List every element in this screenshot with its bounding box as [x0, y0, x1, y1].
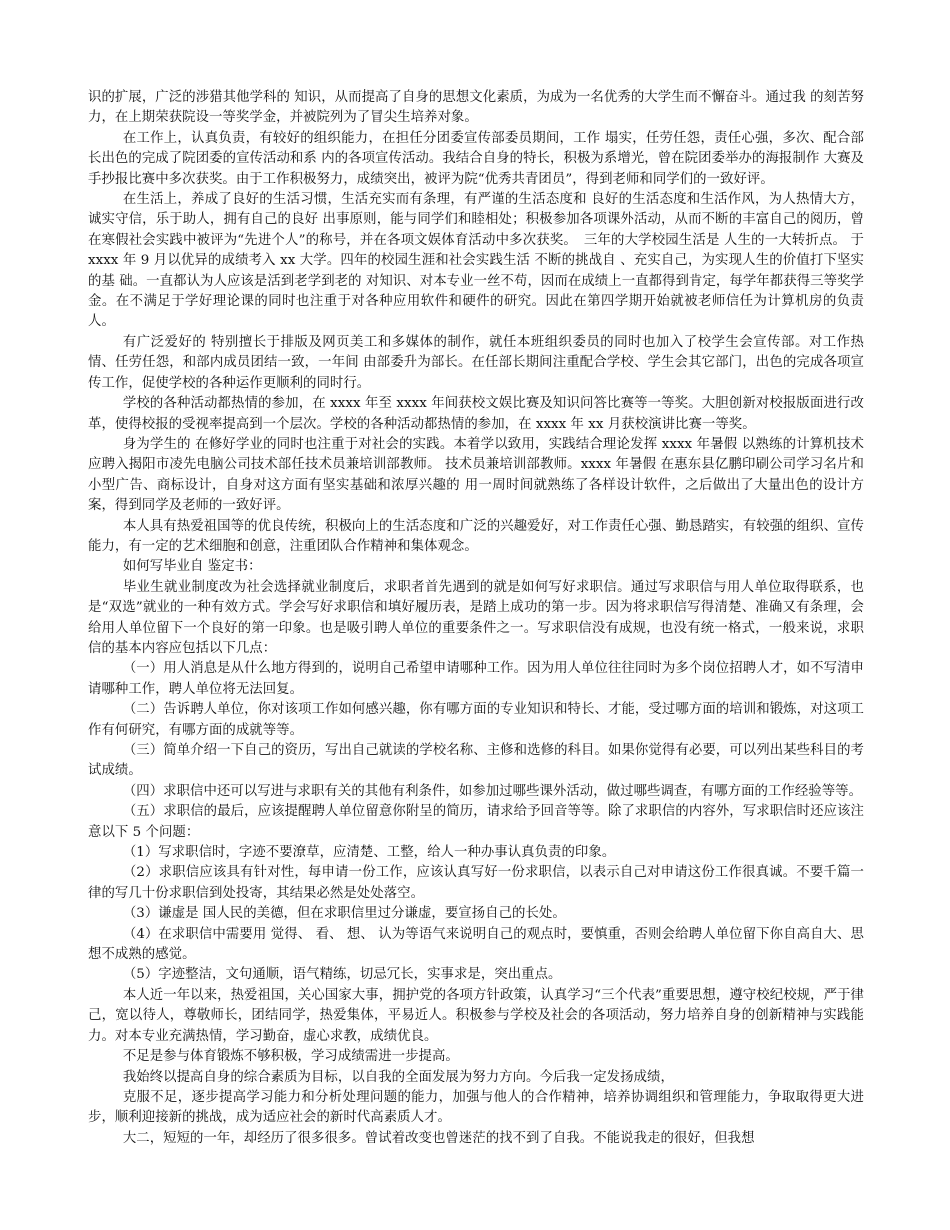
- list-item: （3）谦虚是 国人民的美德，但在求职信里过分谦虚，要宣扬自己的长处。: [122, 906, 566, 922]
- paragraph: 学校的各种活动都热情的参加，在 xxxx 年至 xxxx 年间获校文娱比赛及知识问答比赛等一等奖。大胆创新对校报版面进行改革，使得校报的受视率提高到一个层次。学校的各种活动都热情的参加，在 xxxx 年 xx 月获校演讲比赛一等奖。: [88, 396, 864, 432]
- paragraph: 本人近一年以来，热爱祖国，关心国家大事，拥护党的各项方针政策，认真学习“三个代表”重要思想，遵守校纪校规，严于律己，宽以待人，尊敬师长，团结同学，热爱集体，平易近人。积极参与学校及社会的各项活动，努力培养自身的创新精神与实践能力。对本专业充满热情，学习勤奋，虚心求教，成绩优良。: [88, 987, 864, 1044]
- paragraph: 毕业生就业制度改为社会选择就业制度后，求职者首先遇到的就是如何写好求职信。通过写求职信与用人单位取得联系，也是“双选”就业的一种有效方式。学会写好求职信和填好履历表，是踏上成功的第一步。因为将求职信写得清楚、准确又有条理，会给用人单位留下一个良好的第一印象。也是吸引聘人单位的重要条件之一。写求职信没有成规，也没有统一格式，一般来说，求职信的基本内容应包括以下几点：: [88, 579, 864, 656]
- section-heading: 如何写毕业自 鉴定书：: [122, 559, 262, 575]
- list-item: （1）写求职信时，字迹不要潦草，应清楚、工整，给人一种办事认真负责的印象。: [122, 845, 616, 861]
- paragraph: 大二，短短的一年，却经历了很多很多。曾试着改变也曾迷茫的找不到了自我。不能说我走的很好，但我想: [122, 1130, 755, 1146]
- document-body: [88, 88, 864, 1149]
- list-item: （2）求职信应该具有针对性，每申请一份工作，应该认真写好一份求职信，以表示自己对申请这份工作很真诚。不要千篇一律的写几十份求职信到处投寄，其结果必然是处处落空。: [88, 865, 864, 901]
- paragraph: 我始终以提高自身的综合素质为目标，以自我的全面发展为努力方向。今后我一定发扬成绩，: [122, 1069, 674, 1085]
- list-item: （一）用人消息是从什么地方得到的，说明自己希望申请哪种工作。因为用人单位往往同时为多个岗位招聘人才，如不写清申请哪种工作，聘人单位将无法回复。: [88, 661, 864, 697]
- list-item: （5）字迹整洁，文句通顺，语气精练，切忌冗长，实事求是，突出重点。: [122, 967, 562, 983]
- list-item: （4）在求职信中需要用 觉得、 看、 想、 认为等语气来说明自己的观点时，要慎重，否则会给聘人单位留下你自高自大、思想不成熟的感觉。: [88, 926, 864, 963]
- paragraph: 在生活上，养成了良好的生活习惯，生活充实而有条理，有严谨的生活态度和 良好的生活态度和生活作风，为人热情大方，诚实守信，乐于助人，拥有自己的良好 出事原则，能与同学们和睦相处；积极参加各项课外活动，从而不断的丰富自己的阅历，曾在寒假社会实践中被评为“先进个人”的称号，并在各项文娱体育活动中多次获奖。 三年的大学校园生活是 人生的一大转折点。 于 xxxx 年 9 月以优异的成绩考入 xx 大学。四年的校园生涯和社会实践生活 不断的挑战自 、充实自己，为实现人生的价值打下坚实的基 础。一直都认为人应该是活到老学到老的 对知识、对本专业一丝不苟，因而在成绩上一直都得到肯定，每学年都获得三等奖学金。在不满足于学好理论课的同时也注重于对各种应用软件和硬件的研究。因此在第四学期开始就被老师信任为计算机房的负责人。: [88, 192, 864, 330]
- paragraph: 身为学生的 在修好学业的同时也注重于对社会的实践。本着学以致用，实践结合理论发挥 xxxx 年暑假 以熟练的计算机技术应聘入揭阳市凌先电脑公司技术部任技术员兼培训部教师。 技术员兼培训部教师。xxxx 年暑假 在惠东县亿鹏印刷公司学习名片和小型广告、商标设计，自身对这方面有坚实基础和浓厚兴趣的 用一周时间就熟练了各样设计软件，之后做出了大量出色的设计方案，得到同学及老师的一致好评。: [88, 436, 864, 514]
- paragraph: 识的扩展，广泛的涉猎其他学科的 知识，从而提高了自身的思想文化素质，为成为一名优秀的大学生而不懈奋斗。通过我 的刻苦努力，在上期荣获院设一等奖学金，并被院列为了冒尖生培养对象。: [88, 90, 864, 126]
- list-item: （三）简单介绍一下自己的资历，写出自己就读的学校名称、主修和选修的科目。如果你觉得有必要，可以列出某些科目的考试成绩。: [88, 743, 864, 779]
- paragraph: 本人具有热爱祖国等的优良传统，积极向上的生活态度和广泛的兴趣爱好，对工作责任心强、勤恳踏实，有较强的组织、宣传能力，有一定的艺术细胞和创意，注重团队合作精神和集体观念。: [88, 518, 864, 554]
- list-item: （四）求职信中还可以写进与求职有关的其他有利条件，如参加过哪些课外活动，做过哪些调查，有哪方面的工作经验等等。: [122, 783, 863, 799]
- paragraph: 克服不足，逐步提高学习能力和分析处理问题的能力，加强与他人的合作精神，培养协调组织和管理能力，争取取得更大进步，顺利迎接新的挑战，成为适应社会的新时代高素质人才。: [88, 1089, 864, 1126]
- list-item: （五）求职信的最后，应该提醒聘人单位留意你附呈的简历，请求给予回音等等。除了求职信的内容外，写求职信时还应该注意以下 5 个问题：: [88, 804, 864, 840]
- list-item: （二）告诉聘人单位，你对该项工作如何感兴趣，你有哪方面的专业知识和特长、才能，受过哪方面的培训和锻炼，对这项工作有何研究，有哪方面的成就等等。: [88, 702, 864, 738]
- paragraph: 在工作上，认真负责，有较好的组织能力，在担任分团委宣传部委员期间，工作 塌实，任劳任怨，责任心强，多次、配合部长出色的完成了院团委的宣传活动和系 内的各项宣传活动。我结合自身的特长，积极为系增光，曾在院团委举办的海报制作 大赛及手抄报比赛中多次获奖。由于工作积极努力，成绩突出，被评为院“优秀共青团员”，得到老师和同学们的一致好评。: [88, 130, 864, 187]
- paragraph: 不足是参与体育锻炼不够积极，学习成绩需进一步提高。: [122, 1049, 459, 1065]
- paragraph: 有广泛爱好的 特别擅长于排版及网页美工和多媒体的制作，就任本班组织委员的同时也加入了校学生会宣传部。对工作热情、任劳任怨，和部内成员团结一致，一年间 由部委升为部长。在任部长期间注重配合学校、学生会其它部门，出色的完成各项宣传工作，促使学校的各种运作更顺利的同时行。: [88, 334, 864, 391]
